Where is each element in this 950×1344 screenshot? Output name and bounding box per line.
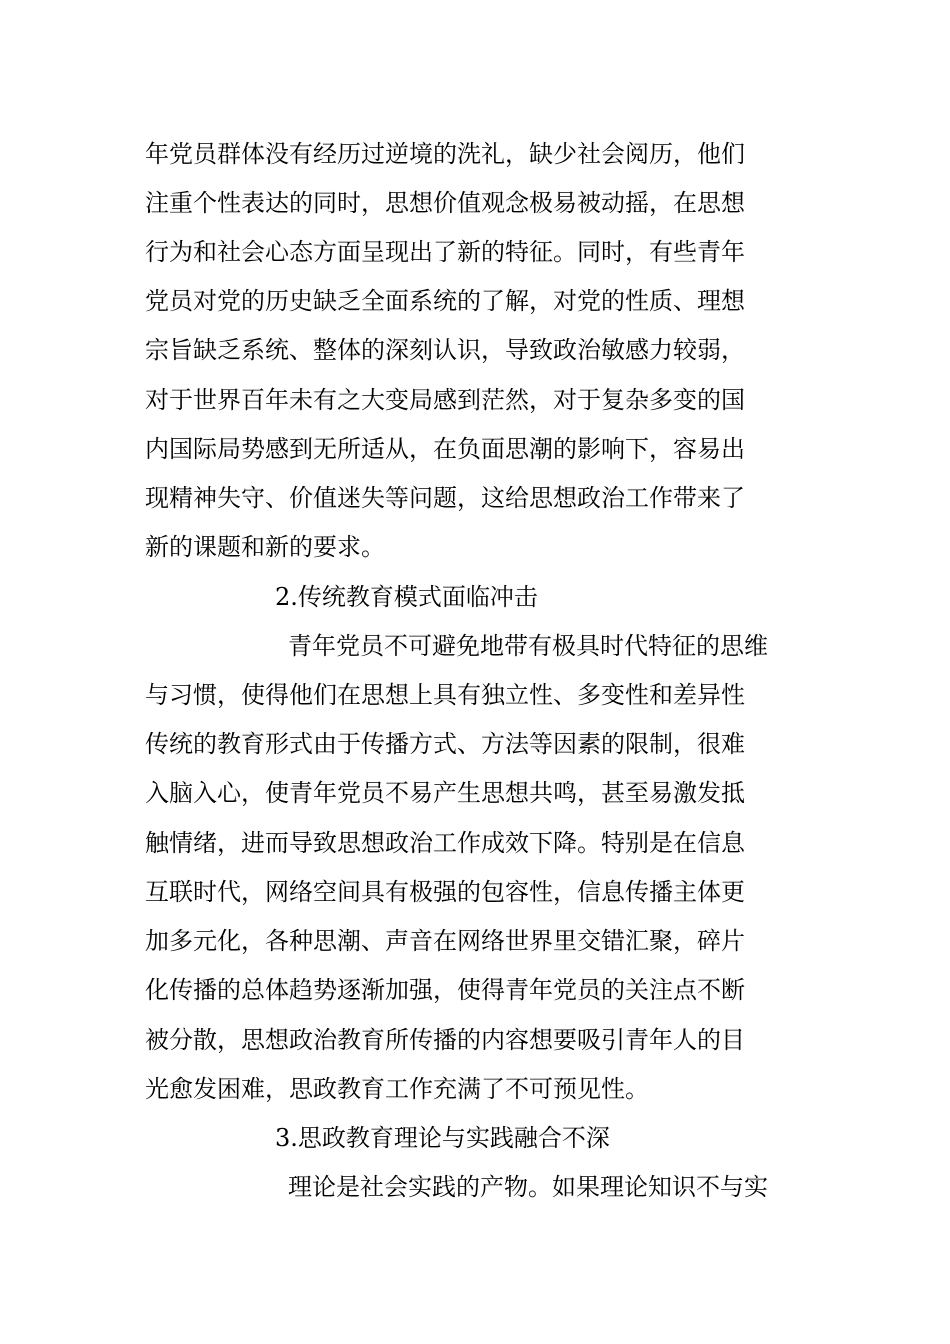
text-line: 宗旨缺乏系统、整体的深刻认识，导致政治敏感力较弱， [145,336,745,364]
text-line: 被分散，思想政治教育所传播的内容想要吸引青年人的目 [145,1026,745,1054]
text-line: 党员对党的历史缺乏全面系统的了解，对党的性质、理想 [145,287,745,315]
paragraph-first-line: 理论是社会实践的产物。如果理论知识不与实 [288,1173,768,1201]
paragraph-first-line: 青年党员不可避免地带有极具时代特征的思维 [288,632,768,660]
text-line: 光愈发困难，思政教育工作充满了不可预见性。 [145,1075,649,1103]
text-line: 加多元化，各种思潮、声音在网络世界里交错汇聚，碎片 [145,927,745,955]
text-line: 注重个性表达的同时，思想价值观念极易被动摇，在思想 [145,189,745,217]
text-line: 传统的教育形式由于传播方式、方法等因素的限制，很难 [145,730,745,758]
text-line: 互联时代，网络空间具有极强的包容性，信息传播主体更 [145,878,745,906]
section-heading: 2.传统教育模式面临冲击 [275,583,538,611]
text-line: 年党员群体没有经历过逆境的洗礼，缺少社会阅历，他们 [145,140,745,168]
text-line: 新的课题和新的要求。 [145,533,385,561]
section-heading: 3.思政教育理论与实践融合不深 [275,1124,610,1152]
text-line: 对于世界百年未有之大变局感到茫然，对于复杂多变的国 [145,386,745,414]
text-line: 化传播的总体趋势逐渐加强，使得青年党员的关注点不断 [145,976,745,1004]
text-line: 入脑入心，使青年党员不易产生思想共鸣，甚至易激发抵 [145,779,745,807]
text-line: 内国际局势感到无所适从，在负面思潮的影响下，容易出 [145,435,745,463]
text-line: 现精神失守、价值迷失等问题，这给思想政治工作带来了 [145,484,745,512]
text-line: 行为和社会心态方面呈现出了新的特征。同时，有些青年 [145,238,745,266]
text-line: 与习惯，使得他们在思想上具有独立性、多变性和差异性 [145,681,745,709]
text-line: 触情绪，进而导致思想政治工作成效下降。特别是在信息 [145,829,745,857]
